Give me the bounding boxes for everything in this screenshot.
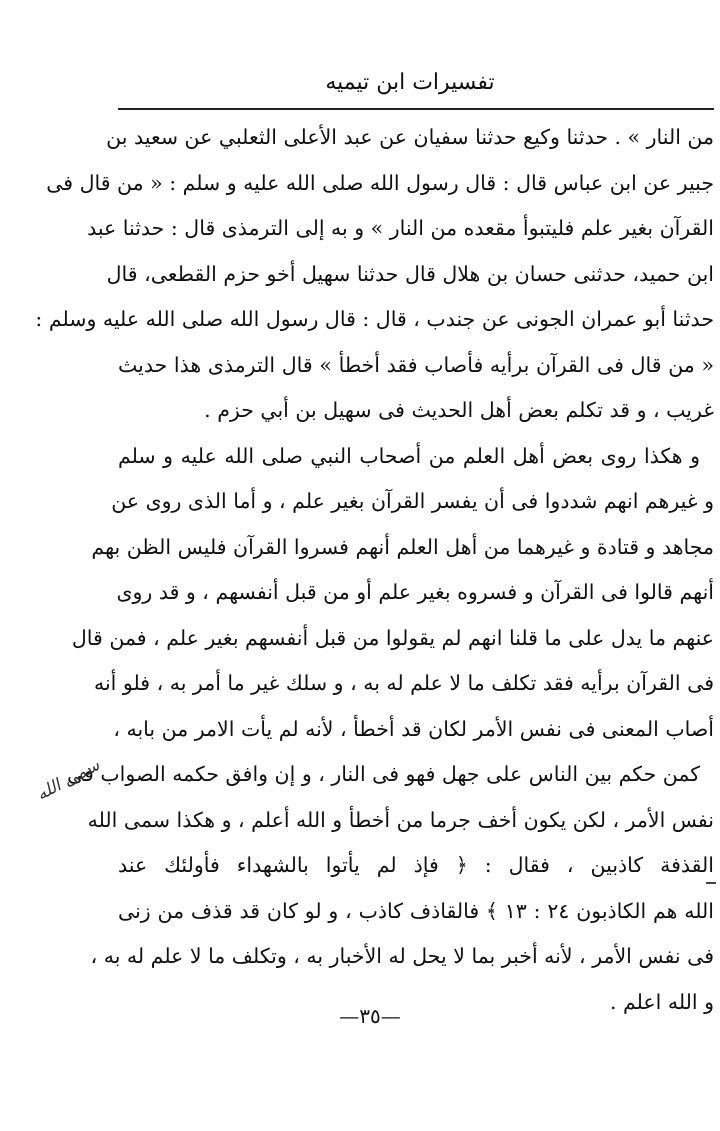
text-line: الله هم الكاذبون ٢٤ : ١٣ ﴾ فالقاذف كاذب ، و لو كان قد قذف من زنى <box>118 898 714 923</box>
text-line: القرآن بغير علم فليتبوأ مقعده من النار » و به إلى الترمذى قال : حدثنا عبد <box>87 216 714 240</box>
running-header: تفسيرات ابن تيميه <box>325 70 495 95</box>
text-line: جبير عن ابن عباس قال : قال رسول الله صلى الله عليه و سلم : « من قال فى <box>46 170 714 195</box>
header-rule <box>118 108 714 110</box>
text-line: أصاب المعنى فى نفس الأمر لكان قد أخطأ ، لأنه لم يأت الامر من بابه ، <box>113 716 714 741</box>
text-line: عنهم ما يدل على ما قلنا انهم لم يقولوا من قبل أنفسهم بغير علم ، فمن قال <box>71 625 714 650</box>
text-line: من النار » . حدثنا وكيع حدثنا سفيان عن عبد الأعلى الثعلبي عن سعيد بن <box>106 125 714 149</box>
text-line: نفس الأمر ، لكن يكون أخف جرما من أخطأ و الله أعلم ، و هكذا سمى الله <box>87 807 714 832</box>
text-line: و غيرهم انهم شددوا فى أن يفسر القرآن بغير علم ، و أما الذى روى عن <box>111 489 714 513</box>
text-line: مجاهد و قتادة و غيرهما من أهل العلم أنهم فسروا القرآن فليس الظن بهم <box>91 534 714 559</box>
text-line: و الله اعلم . <box>609 989 714 1014</box>
text-line: « من قال فى القرآن برأيه فأصاب فقد أخطأ » قال الترمذى هذا حديث <box>118 352 714 377</box>
text-line: غريب ، و قد تكلم بعض أهل الحديث فى سهيل بن أبي حزم . <box>204 398 714 422</box>
text-line: و هكذا روى بعض أهل العلم من أصحاب النبي صلى الله عليه و سلم <box>118 443 700 468</box>
text-line: أنهم قالوا فى القرآن و فسروه بغير علم أو من قبل أنفسهم ، و قد روى <box>116 580 714 604</box>
page-number: —٣٥— <box>339 1004 401 1028</box>
text-line: حدثنا أبو عمران الجونى عن جندب ، قال : قال رسول الله صلى الله عليه وسلم : <box>35 307 714 331</box>
handwritten-margin-note: سمى الله <box>33 755 103 805</box>
text-line: كمن حكم بين الناس على جهل فهو فى النار ، و إن وافق حكمه الصواب فى <box>66 762 700 786</box>
edge-mark <box>706 882 716 884</box>
body-text <box>35 115 714 1025</box>
text-line: فى القرآن برأيه فقد تكلف ما لا علم له به ، و سلك غير ما أمر به ، فلو أنه <box>93 671 714 695</box>
text-line: فى نفس الأمر ، لأنه أخبر بما لا يحل له الأخبار به ، وتكلف ما لا علم له به ، <box>90 944 714 968</box>
text-line: القذفة كاذبين ، فقال : ﴿ فإذ لم يأتوا بالشهداء فأولئك عند <box>118 853 714 877</box>
text-line: ابن حميد، حدثنى حسان بن هلال قال حدثنا سهيل أخو حزم القطعى، قال <box>106 261 714 286</box>
